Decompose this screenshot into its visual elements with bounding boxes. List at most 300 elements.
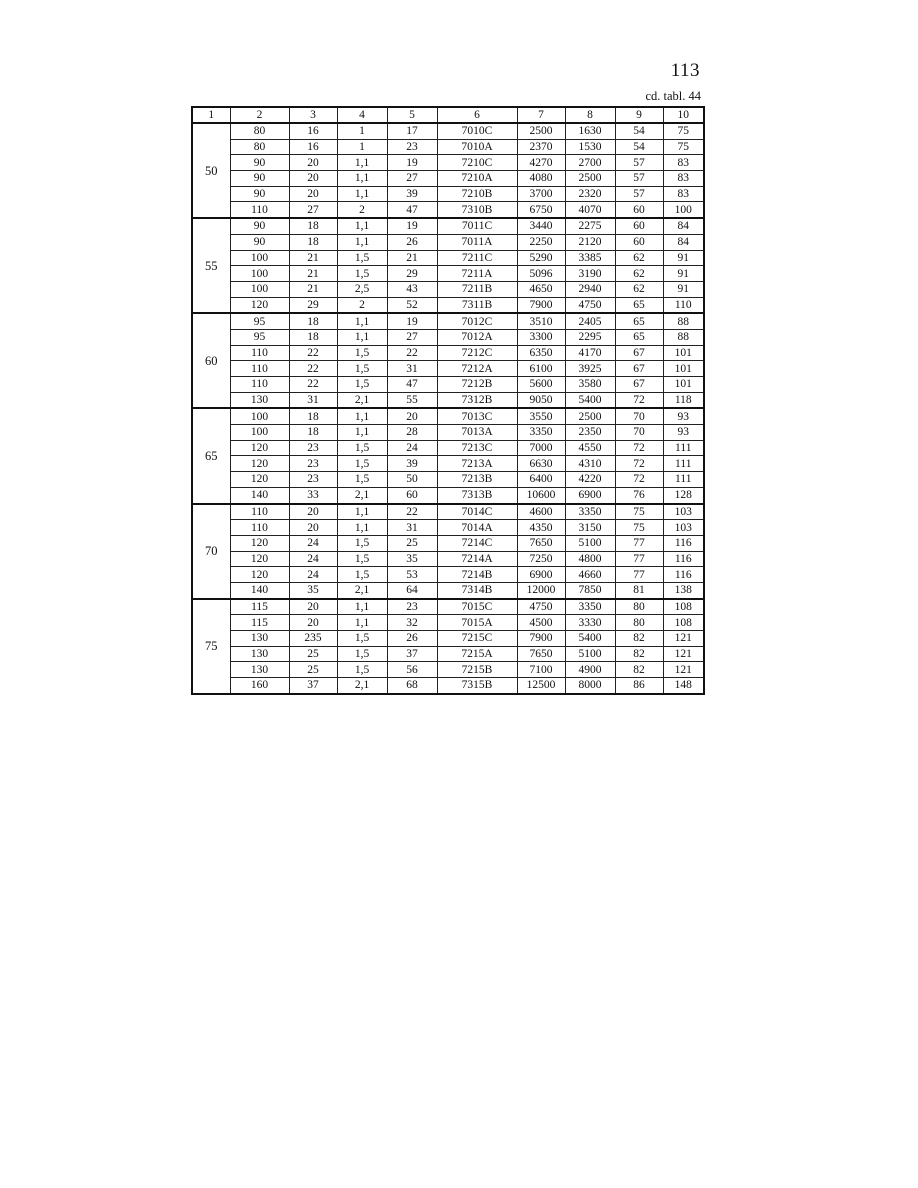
table-cell-col-5: 22 bbox=[387, 345, 437, 361]
table-cell-col-10: 116 bbox=[663, 567, 704, 583]
table-cell-col-10: 101 bbox=[663, 345, 704, 361]
table-cell-col-8: 3350 bbox=[565, 599, 615, 615]
table-cell-col-4: 1,5 bbox=[337, 361, 387, 377]
table-cell-col-4: 1,1 bbox=[337, 186, 387, 202]
table-cell-col-5: 31 bbox=[387, 520, 437, 536]
table-cell-col-7: 5290 bbox=[517, 250, 565, 266]
table-cell-col-2: 120 bbox=[230, 472, 289, 488]
table-row bbox=[192, 171, 704, 187]
table-cell-col-10: 91 bbox=[663, 250, 704, 266]
table-cell-col-5: 26 bbox=[387, 631, 437, 647]
table-row bbox=[192, 392, 704, 408]
table-cell-col-9: 57 bbox=[615, 171, 663, 187]
table-row bbox=[192, 123, 704, 139]
table-cell-col-3: 35 bbox=[289, 582, 337, 598]
column-header-10: 10 bbox=[663, 107, 704, 123]
table-cell-col-7: 4650 bbox=[517, 281, 565, 297]
table-cell-col-9: 54 bbox=[615, 139, 663, 155]
table-cell-col-2: 110 bbox=[230, 504, 289, 520]
table-cell-col-8: 8000 bbox=[565, 678, 615, 694]
row-group-65 bbox=[192, 408, 704, 503]
table-cell-col-4: 1,1 bbox=[337, 599, 387, 615]
table-cell-col-3: 21 bbox=[289, 281, 337, 297]
table-cell-col-8: 4900 bbox=[565, 662, 615, 678]
table-row bbox=[192, 535, 704, 551]
table-cell-col-10: 88 bbox=[663, 329, 704, 345]
column-header-9: 9 bbox=[615, 107, 663, 123]
table-cell-col-10: 110 bbox=[663, 297, 704, 313]
table-cell-col-2: 110 bbox=[230, 520, 289, 536]
table-cell-col-9: 77 bbox=[615, 567, 663, 583]
table-cell-col-6: 7215C bbox=[437, 631, 517, 647]
table-cell-col-2: 95 bbox=[230, 313, 289, 329]
table-cell-col-4: 1,5 bbox=[337, 345, 387, 361]
table-cell-col-10: 116 bbox=[663, 551, 704, 567]
table-cell-col-10: 83 bbox=[663, 186, 704, 202]
table-cell-col-8: 1630 bbox=[565, 123, 615, 139]
table-cell-col-6: 7014C bbox=[437, 504, 517, 520]
table-cell-col-5: 28 bbox=[387, 425, 437, 441]
table-cell-col-4: 1,1 bbox=[337, 425, 387, 441]
table-cell-col-4: 1,5 bbox=[337, 535, 387, 551]
table-cell-col-6: 7212B bbox=[437, 377, 517, 393]
table-cell-col-10: 100 bbox=[663, 202, 704, 218]
table-cell-col-3: 24 bbox=[289, 551, 337, 567]
table-cell-col-3: 23 bbox=[289, 472, 337, 488]
column-header-4: 4 bbox=[337, 107, 387, 123]
table-cell-col-7: 4080 bbox=[517, 171, 565, 187]
table-cell-col-10: 84 bbox=[663, 218, 704, 234]
table-cell-col-6: 7015C bbox=[437, 599, 517, 615]
column-header-1: 1 bbox=[192, 107, 230, 123]
table-cell-col-3: 18 bbox=[289, 425, 337, 441]
table-cell-col-10: 93 bbox=[663, 408, 704, 424]
table-row bbox=[192, 297, 704, 313]
table-row bbox=[192, 662, 704, 678]
row-group-50 bbox=[192, 123, 704, 218]
table-cell-col-6: 7015A bbox=[437, 615, 517, 631]
table-cell-col-10: 118 bbox=[663, 392, 704, 408]
table-cell-col-2: 120 bbox=[230, 567, 289, 583]
table-cell-col-9: 81 bbox=[615, 582, 663, 598]
table-cell-col-8: 2120 bbox=[565, 234, 615, 250]
table-cell-col-3: 23 bbox=[289, 456, 337, 472]
table-cell-col-9: 60 bbox=[615, 218, 663, 234]
table-cell-col-8: 4170 bbox=[565, 345, 615, 361]
table-cell-col-3: 37 bbox=[289, 678, 337, 694]
table-cell-col-7: 9050 bbox=[517, 392, 565, 408]
table-cell-col-2: 100 bbox=[230, 408, 289, 424]
table-cell-col-7: 3440 bbox=[517, 218, 565, 234]
table-cell-col-3: 24 bbox=[289, 535, 337, 551]
table-cell-col-7: 6100 bbox=[517, 361, 565, 377]
table-cell-col-3: 20 bbox=[289, 520, 337, 536]
table-row bbox=[192, 456, 704, 472]
table-cell-col-6: 7213C bbox=[437, 440, 517, 456]
table-cell-col-2: 80 bbox=[230, 123, 289, 139]
table-cell-col-5: 47 bbox=[387, 202, 437, 218]
table-cell-col-5: 60 bbox=[387, 487, 437, 503]
table-cell-col-9: 62 bbox=[615, 266, 663, 282]
table-cell-col-4: 1,1 bbox=[337, 329, 387, 345]
table-cell-col-10: 83 bbox=[663, 155, 704, 171]
table-row bbox=[192, 218, 704, 234]
group-label-cell: 75 bbox=[192, 599, 230, 694]
table-cell-col-5: 23 bbox=[387, 599, 437, 615]
table-row bbox=[192, 551, 704, 567]
table-cell-col-2: 120 bbox=[230, 456, 289, 472]
table-cell-col-6: 7013A bbox=[437, 425, 517, 441]
table-cell-col-5: 32 bbox=[387, 615, 437, 631]
table-cell-col-6: 7214B bbox=[437, 567, 517, 583]
table-cell-col-6: 7210A bbox=[437, 171, 517, 187]
table-cell-col-2: 80 bbox=[230, 139, 289, 155]
table-cell-col-10: 121 bbox=[663, 662, 704, 678]
column-header-2: 2 bbox=[230, 107, 289, 123]
group-label-cell: 70 bbox=[192, 504, 230, 599]
column-header-3: 3 bbox=[289, 107, 337, 123]
table-cell-col-5: 43 bbox=[387, 281, 437, 297]
table-cell-col-5: 17 bbox=[387, 123, 437, 139]
table-cell-col-10: 101 bbox=[663, 361, 704, 377]
table-cell-col-8: 3925 bbox=[565, 361, 615, 377]
table-cell-col-6: 7211C bbox=[437, 250, 517, 266]
table-cell-col-6: 7013C bbox=[437, 408, 517, 424]
table-cell-col-9: 77 bbox=[615, 551, 663, 567]
table-cell-col-7: 4750 bbox=[517, 599, 565, 615]
table-cell-col-6: 7010A bbox=[437, 139, 517, 155]
table-cell-col-2: 100 bbox=[230, 281, 289, 297]
table-row bbox=[192, 487, 704, 503]
table-cell-col-8: 5100 bbox=[565, 646, 615, 662]
table-cell-col-2: 110 bbox=[230, 377, 289, 393]
table-cell-col-5: 37 bbox=[387, 646, 437, 662]
table-cell-col-8: 2940 bbox=[565, 281, 615, 297]
table-cell-col-9: 60 bbox=[615, 234, 663, 250]
table-cell-col-6: 7210B bbox=[437, 186, 517, 202]
table-cell-col-6: 7011A bbox=[437, 234, 517, 250]
table-row bbox=[192, 250, 704, 266]
column-header-6: 6 bbox=[437, 107, 517, 123]
table-cell-col-10: 148 bbox=[663, 678, 704, 694]
table-cell-col-7: 10600 bbox=[517, 487, 565, 503]
table-cell-col-8: 2275 bbox=[565, 218, 615, 234]
table-row bbox=[192, 678, 704, 694]
table-cell-col-5: 25 bbox=[387, 535, 437, 551]
table-cell-col-7: 3350 bbox=[517, 425, 565, 441]
table-cell-col-3: 18 bbox=[289, 234, 337, 250]
table-cell-col-7: 7900 bbox=[517, 297, 565, 313]
table-cell-col-2: 120 bbox=[230, 551, 289, 567]
table-cell-col-5: 27 bbox=[387, 171, 437, 187]
table-cell-col-5: 47 bbox=[387, 377, 437, 393]
table-cell-col-4: 2,1 bbox=[337, 487, 387, 503]
table-cell-col-4: 2,1 bbox=[337, 392, 387, 408]
table-cell-col-4: 1 bbox=[337, 139, 387, 155]
table-cell-col-5: 19 bbox=[387, 155, 437, 171]
table-cell-col-7: 6900 bbox=[517, 567, 565, 583]
table-cell-col-2: 130 bbox=[230, 631, 289, 647]
table-cell-col-9: 62 bbox=[615, 281, 663, 297]
table-cell-col-7: 12000 bbox=[517, 582, 565, 598]
table-cell-col-7: 7650 bbox=[517, 646, 565, 662]
table-cell-col-7: 6350 bbox=[517, 345, 565, 361]
table-cell-col-7: 2250 bbox=[517, 234, 565, 250]
table-cell-col-7: 5096 bbox=[517, 266, 565, 282]
table-cell-col-6: 7213B bbox=[437, 472, 517, 488]
table-row bbox=[192, 504, 704, 520]
table-cell-col-5: 19 bbox=[387, 313, 437, 329]
table-cell-col-8: 2500 bbox=[565, 171, 615, 187]
table-cell-col-6: 7215A bbox=[437, 646, 517, 662]
table-cell-col-2: 90 bbox=[230, 155, 289, 171]
table-cell-col-7: 2500 bbox=[517, 123, 565, 139]
table-cell-col-8: 6900 bbox=[565, 487, 615, 503]
table-cell-col-6: 7314B bbox=[437, 582, 517, 598]
table-cell-col-2: 90 bbox=[230, 234, 289, 250]
table-cell-col-10: 111 bbox=[663, 456, 704, 472]
table-cell-col-9: 76 bbox=[615, 487, 663, 503]
table-cell-col-2: 90 bbox=[230, 171, 289, 187]
table-cell-col-7: 6630 bbox=[517, 456, 565, 472]
table-row bbox=[192, 472, 704, 488]
column-header-7: 7 bbox=[517, 107, 565, 123]
table-cell-col-5: 22 bbox=[387, 504, 437, 520]
table-cell-col-9: 65 bbox=[615, 313, 663, 329]
table-cell-col-6: 7212A bbox=[437, 361, 517, 377]
table-cell-col-5: 53 bbox=[387, 567, 437, 583]
table-cell-col-2: 110 bbox=[230, 202, 289, 218]
group-label-cell: 55 bbox=[192, 218, 230, 313]
table-cell-col-10: 93 bbox=[663, 425, 704, 441]
table-cell-col-6: 7212C bbox=[437, 345, 517, 361]
table-cell-col-10: 88 bbox=[663, 313, 704, 329]
table-cell-col-9: 86 bbox=[615, 678, 663, 694]
table-cell-col-4: 1,1 bbox=[337, 504, 387, 520]
table-cell-col-6: 7213A bbox=[437, 456, 517, 472]
table-cell-col-7: 7100 bbox=[517, 662, 565, 678]
table-cell-col-2: 100 bbox=[230, 250, 289, 266]
table-cell-col-8: 7850 bbox=[565, 582, 615, 598]
table-cell-col-10: 111 bbox=[663, 440, 704, 456]
table-row bbox=[192, 377, 704, 393]
table-cell-col-3: 20 bbox=[289, 171, 337, 187]
table-cell-col-3: 33 bbox=[289, 487, 337, 503]
table-cell-col-5: 64 bbox=[387, 582, 437, 598]
table-cell-col-10: 91 bbox=[663, 281, 704, 297]
table-cell-col-4: 1,5 bbox=[337, 472, 387, 488]
table-cell-col-7: 5600 bbox=[517, 377, 565, 393]
table-cell-col-9: 65 bbox=[615, 329, 663, 345]
table-cell-col-3: 22 bbox=[289, 377, 337, 393]
table-cell-col-6: 7014A bbox=[437, 520, 517, 536]
table-cell-col-4: 1,1 bbox=[337, 313, 387, 329]
table-cell-col-9: 80 bbox=[615, 615, 663, 631]
table-cell-col-3: 18 bbox=[289, 329, 337, 345]
table-cell-col-4: 1,1 bbox=[337, 218, 387, 234]
table-cell-col-3: 29 bbox=[289, 297, 337, 313]
table-cell-col-5: 26 bbox=[387, 234, 437, 250]
table-cell-col-3: 24 bbox=[289, 567, 337, 583]
row-group-60 bbox=[192, 313, 704, 408]
table-header bbox=[192, 107, 704, 123]
table-row bbox=[192, 599, 704, 615]
table-cell-col-2: 100 bbox=[230, 266, 289, 282]
table-cell-col-5: 39 bbox=[387, 456, 437, 472]
table-cell-col-4: 1,5 bbox=[337, 662, 387, 678]
table-cell-col-5: 50 bbox=[387, 472, 437, 488]
table-cell-col-4: 2,5 bbox=[337, 281, 387, 297]
table-cell-col-8: 4800 bbox=[565, 551, 615, 567]
group-label-cell: 65 bbox=[192, 408, 230, 503]
table-cell-col-2: 120 bbox=[230, 297, 289, 313]
table-cell-col-5: 20 bbox=[387, 408, 437, 424]
table-cell-col-9: 62 bbox=[615, 250, 663, 266]
table-cell-col-2: 95 bbox=[230, 329, 289, 345]
table-cell-col-4: 1,5 bbox=[337, 266, 387, 282]
table-row bbox=[192, 631, 704, 647]
table-cell-col-4: 1,1 bbox=[337, 155, 387, 171]
table-cell-col-9: 80 bbox=[615, 599, 663, 615]
row-group-75 bbox=[192, 599, 704, 694]
column-header-5: 5 bbox=[387, 107, 437, 123]
table-cell-col-2: 120 bbox=[230, 535, 289, 551]
table-cell-col-7: 12500 bbox=[517, 678, 565, 694]
table-cell-col-7: 6750 bbox=[517, 202, 565, 218]
table-cell-col-6: 7012C bbox=[437, 313, 517, 329]
table-cell-col-5: 27 bbox=[387, 329, 437, 345]
table-cell-col-3: 20 bbox=[289, 615, 337, 631]
table-cell-col-7: 3300 bbox=[517, 329, 565, 345]
table-row bbox=[192, 139, 704, 155]
table-cell-col-8: 3385 bbox=[565, 250, 615, 266]
table-cell-col-6: 7012A bbox=[437, 329, 517, 345]
table-cell-col-10: 101 bbox=[663, 377, 704, 393]
table-cell-col-10: 116 bbox=[663, 535, 704, 551]
table-cell-col-7: 4600 bbox=[517, 504, 565, 520]
table-cell-col-3: 16 bbox=[289, 139, 337, 155]
table-cell-col-8: 4220 bbox=[565, 472, 615, 488]
table-row bbox=[192, 520, 704, 536]
table-cell-col-2: 110 bbox=[230, 345, 289, 361]
table-cell-col-9: 82 bbox=[615, 662, 663, 678]
table-cell-col-7: 2370 bbox=[517, 139, 565, 155]
group-label-cell: 50 bbox=[192, 123, 230, 218]
table-cell-col-9: 67 bbox=[615, 345, 663, 361]
table-row bbox=[192, 202, 704, 218]
table-cell-col-3: 31 bbox=[289, 392, 337, 408]
table-cell-col-3: 20 bbox=[289, 186, 337, 202]
table-cell-col-8: 2700 bbox=[565, 155, 615, 171]
table-row bbox=[192, 361, 704, 377]
table-cell-col-3: 23 bbox=[289, 440, 337, 456]
table-row bbox=[192, 313, 704, 329]
table-cell-col-4: 2,1 bbox=[337, 678, 387, 694]
table-cell-col-3: 25 bbox=[289, 662, 337, 678]
table-cell-col-4: 1,5 bbox=[337, 567, 387, 583]
table-cell-col-3: 18 bbox=[289, 408, 337, 424]
table-cell-col-10: 108 bbox=[663, 615, 704, 631]
table-cell-col-10: 103 bbox=[663, 520, 704, 536]
table-cell-col-6: 7311B bbox=[437, 297, 517, 313]
table-cell-col-3: 20 bbox=[289, 504, 337, 520]
table-cell-col-8: 3350 bbox=[565, 504, 615, 520]
table-cell-col-9: 82 bbox=[615, 631, 663, 647]
table-row bbox=[192, 425, 704, 441]
table-cell-col-7: 3700 bbox=[517, 186, 565, 202]
table-cell-col-10: 128 bbox=[663, 487, 704, 503]
table-cell-col-7: 4350 bbox=[517, 520, 565, 536]
table-cell-col-6: 7214C bbox=[437, 535, 517, 551]
table-row bbox=[192, 234, 704, 250]
table-cell-col-10: 103 bbox=[663, 504, 704, 520]
table-cell-col-4: 1,5 bbox=[337, 440, 387, 456]
table-cell-col-5: 39 bbox=[387, 186, 437, 202]
table-row bbox=[192, 615, 704, 631]
table-cell-col-3: 25 bbox=[289, 646, 337, 662]
table-cell-col-8: 3330 bbox=[565, 615, 615, 631]
table-cell-col-5: 29 bbox=[387, 266, 437, 282]
table-cell-col-10: 121 bbox=[663, 646, 704, 662]
table-cell-col-9: 67 bbox=[615, 377, 663, 393]
table-cell-col-2: 100 bbox=[230, 425, 289, 441]
table-row bbox=[192, 646, 704, 662]
table-cell-col-7: 7650 bbox=[517, 535, 565, 551]
table-cell-col-4: 1,1 bbox=[337, 520, 387, 536]
table-cell-col-3: 22 bbox=[289, 361, 337, 377]
table-cell-col-10: 75 bbox=[663, 123, 704, 139]
table-cell-col-2: 90 bbox=[230, 218, 289, 234]
column-header-8: 8 bbox=[565, 107, 615, 123]
table-cell-col-5: 56 bbox=[387, 662, 437, 678]
table-cell-col-3: 18 bbox=[289, 313, 337, 329]
table-cell-col-10: 108 bbox=[663, 599, 704, 615]
table-cell-col-4: 1,5 bbox=[337, 646, 387, 662]
table-cell-col-8: 4310 bbox=[565, 456, 615, 472]
table-cell-col-8: 1530 bbox=[565, 139, 615, 155]
table-row bbox=[192, 266, 704, 282]
table-row bbox=[192, 440, 704, 456]
table-cell-col-8: 4550 bbox=[565, 440, 615, 456]
table-cell-col-7: 7900 bbox=[517, 631, 565, 647]
table-cell-col-9: 57 bbox=[615, 186, 663, 202]
group-label-cell: 60 bbox=[192, 313, 230, 408]
table-cell-col-10: 83 bbox=[663, 171, 704, 187]
table-cell-col-4: 1,1 bbox=[337, 171, 387, 187]
table-cell-col-4: 1,1 bbox=[337, 615, 387, 631]
table-cell-col-7: 3550 bbox=[517, 408, 565, 424]
table-cell-col-4: 1,5 bbox=[337, 456, 387, 472]
table-row bbox=[192, 345, 704, 361]
table-cell-col-7: 6400 bbox=[517, 472, 565, 488]
table-cell-col-9: 70 bbox=[615, 425, 663, 441]
table-row bbox=[192, 408, 704, 424]
table-cell-col-5: 24 bbox=[387, 440, 437, 456]
table-cell-col-9: 72 bbox=[615, 456, 663, 472]
table-row bbox=[192, 329, 704, 345]
table-cell-col-8: 2405 bbox=[565, 313, 615, 329]
table-cell-col-4: 2 bbox=[337, 202, 387, 218]
table-cell-col-2: 130 bbox=[230, 646, 289, 662]
page-number: 113 bbox=[670, 60, 700, 81]
table-cell-col-3: 16 bbox=[289, 123, 337, 139]
table-cell-col-2: 130 bbox=[230, 392, 289, 408]
table-cell-col-8: 2500 bbox=[565, 408, 615, 424]
table-cell-col-2: 130 bbox=[230, 662, 289, 678]
table-caption: cd. tabl. 44 bbox=[645, 89, 701, 103]
table-cell-col-8: 4660 bbox=[565, 567, 615, 583]
table-row bbox=[192, 567, 704, 583]
